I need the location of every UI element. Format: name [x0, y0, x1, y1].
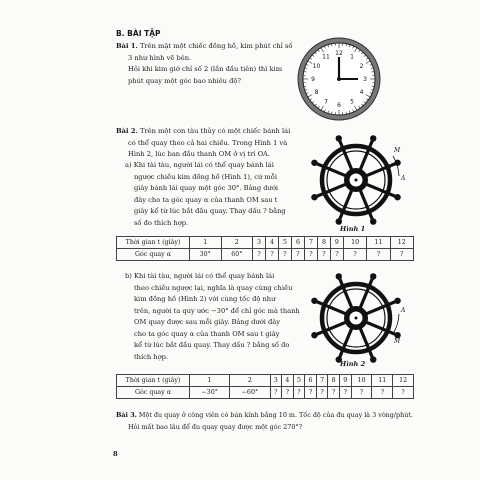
table-value-cell: ?: [330, 249, 343, 261]
table-header-cell: 4: [266, 237, 279, 249]
table-value-cell: −30°: [190, 387, 230, 399]
table-header-cell: 8: [328, 375, 340, 387]
table-value-cell: ?: [367, 249, 390, 261]
clock-number: 6: [337, 102, 341, 110]
section-title: B. BÀI TẬP: [116, 29, 161, 38]
label-alpha: α: [388, 324, 392, 330]
table-value-cell: ?: [393, 387, 414, 399]
table-2: [116, 374, 414, 399]
table-header-cell: 9: [330, 237, 343, 249]
table-header-cell: 11: [367, 237, 390, 249]
table-value-cell: ?: [343, 249, 366, 261]
label-m: M: [394, 147, 401, 154]
table-1-value-row: Góc quay α 30° 60° ? ? ? ? ? ? ? ? ? ?: [117, 249, 414, 261]
table-header-cell: 8: [317, 237, 330, 249]
clock-number: 12: [335, 50, 343, 58]
label-m: M: [394, 338, 401, 345]
table-value-cell: ?: [390, 249, 413, 261]
table-header-cell: 9: [339, 375, 351, 387]
table-value-cell: ?: [293, 387, 305, 399]
table-value-cell: ?: [317, 249, 330, 261]
label-a: A: [401, 307, 406, 314]
table-value-cell: ?: [291, 249, 304, 261]
table-2-header-row: Thời gian t (giây) 1 2 3 4 5 6 7 8 9 10 11 12: [117, 375, 414, 387]
page-number: 8: [113, 450, 118, 458]
table-value-cell: 60°: [221, 249, 253, 261]
table-value-cell: −60°: [230, 387, 270, 399]
exercise-1-label: Bài 1.: [116, 42, 138, 50]
part-a-text: a) Khi tài tàu, người lái có thể quay bánh lái ngược chiều kim đồng hồ (Hình 1), cứ mỗi giây bánh lái quay một góc 30°. Bảng dưới đây cho ta góc quay α của thanh OM sau t giây kể từ lúc bắt đầu quay. Thay dấu ? bằng số đo thích hợp.: [125, 161, 286, 227]
part-b-text: b) Khi tài tàu, người lái có thể quay bánh lái theo chiều ngược lại, nghĩa là quay cùng chiều kim đồng hồ (Hình 2) với cùng tốc độ như trên, người ta quy ước −30° để chỉ góc mà thanh OM quay được sau mỗi giây. Bảng dưới đây cho ta góc quay α của thanh OM sau t giây kể từ lúc bắt đầu quay. Thay dấu ? bằng số đo thích hợp.: [125, 272, 300, 361]
table-header-cell: 5: [279, 237, 292, 249]
clock-number: 8: [314, 89, 319, 97]
ship-wheel-figure-2: [306, 268, 406, 368]
table-value-cell: ?: [282, 387, 294, 399]
table-header-cell: 5: [293, 375, 305, 387]
table-value-cell: ?: [270, 387, 282, 399]
exercise-3-text: Bài 3. Một đu quay ở công viên có bán kính bằng 10 m. Tốc độ của đu quay là 3 vòng/phút. Hỏi mất bao lâu để đu quay quay được một góc 270°?: [116, 411, 413, 431]
table-2-value-row: Góc quay α −30° −60° ? ? ? ? ? ? ? ? ? ?: [117, 387, 414, 399]
clock-number: 1: [350, 53, 354, 61]
table-1: [116, 236, 414, 261]
table-header-cell: 4: [282, 375, 294, 387]
table-header-cell: 7: [316, 375, 328, 387]
clock-number: 2: [359, 63, 364, 71]
table-header-cell: 10: [351, 375, 372, 387]
exercise-2-label: Bài 2.: [116, 127, 138, 135]
table-header-cell: 1: [190, 237, 222, 249]
table-value-cell: ?: [339, 387, 351, 399]
table-value-cell: ?: [305, 387, 317, 399]
table-value-cell: 30°: [190, 249, 222, 261]
figure-1-caption: Hình 1: [340, 225, 366, 233]
clock-number: 5: [350, 98, 354, 106]
table-value-cell: ?: [328, 387, 340, 399]
table-header-cell: 12: [393, 375, 414, 387]
table-header-cell: 6: [291, 237, 304, 249]
table-header-cell: 11: [372, 375, 393, 387]
table-header-cell: 3: [270, 375, 282, 387]
exercise-3-label: Bài 3.: [116, 411, 137, 419]
table-value-cell: ?: [351, 387, 372, 399]
table-header-cell: 2: [221, 237, 253, 249]
table-value-cell: ?: [253, 249, 266, 261]
rotation-arc: [393, 314, 399, 334]
table-value-cell: ?: [266, 249, 279, 261]
table-1-header-row: Thời gian t (giây) 1 2 3 4 5 6 7 8 9 10 11 12: [117, 237, 414, 249]
exercise-2-intro: Bài 2. Trên một con tàu thủy có một chiếc bánh lái có thể quay theo cả hai chiều. Trong Hình 1 và Hình 2, lúc ban đầu thanh OM ở vị trí OA.: [116, 127, 291, 158]
table-header-cell: 3: [253, 237, 266, 249]
clock-number: 11: [322, 53, 330, 61]
table-value-cell: ?: [372, 387, 393, 399]
clock-number: 4: [359, 89, 364, 97]
table-value-cell: ?: [304, 249, 317, 261]
label-a: A: [401, 175, 406, 182]
clock-figure: [296, 36, 382, 122]
table-header-cell: 6: [305, 375, 317, 387]
table-value-cell: ?: [316, 387, 328, 399]
table-header-cell: 7: [304, 237, 317, 249]
label-alpha: α: [388, 164, 392, 170]
figure-2-caption: Hình 2: [340, 360, 366, 368]
clock-number: 3: [363, 76, 367, 84]
table-value-cell: ?: [279, 249, 292, 261]
table-header-cell: 10: [343, 237, 366, 249]
clock-number: 7: [324, 98, 328, 106]
table-header-cell: 1: [190, 375, 230, 387]
clock-number: 10: [312, 63, 321, 71]
clock-number: 9: [311, 76, 315, 84]
table-header-cell: 12: [390, 237, 413, 249]
exercise-1-text: Bài 1. Trên mặt một chiếc đồng hồ, kim phút chỉ số 3 như hình vẽ bên. Hỏi khi kim giờ chỉ số 2 (lần đầu tiên) thì kim phút quay một góc bao nhiêu độ?: [116, 42, 293, 85]
table-header-cell: 2: [230, 375, 270, 387]
ship-wheel-figure-1: [306, 130, 406, 230]
